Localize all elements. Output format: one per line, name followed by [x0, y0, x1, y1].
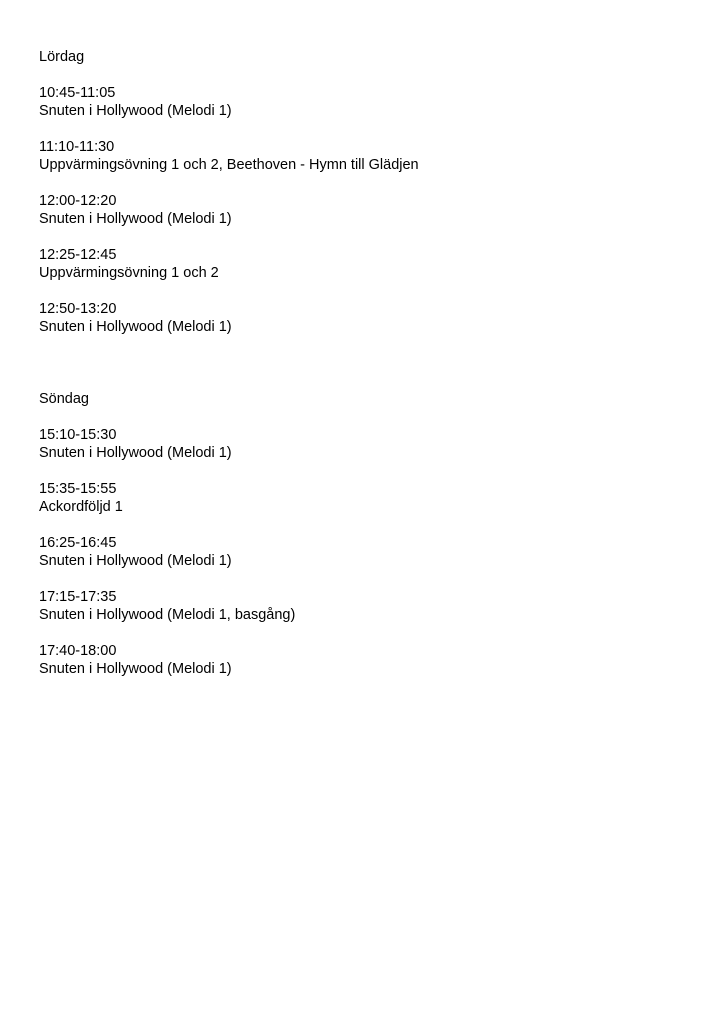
session-time: 15:35-15:55 [39, 481, 117, 497]
session-item [39, 192, 679, 228]
day-spacer [39, 354, 679, 390]
session-title: Snuten i Hollywood (Melodi 1) [39, 211, 232, 227]
session-item [39, 138, 679, 174]
session-time: 10:45-11:05 [39, 85, 116, 101]
session-time: 11:10-11:30 [39, 139, 115, 155]
session-title: Ackordföljd 1 [39, 499, 123, 515]
session-item [39, 300, 679, 336]
session-title: Snuten i Hollywood (Melodi 1) [39, 319, 232, 335]
session-title: Uppvärmingsövning 1 och 2 [39, 265, 219, 281]
session-item [39, 426, 679, 462]
session-title: Snuten i Hollywood (Melodi 1) [39, 553, 232, 569]
session-item [39, 642, 679, 678]
session-item [39, 534, 679, 570]
day-heading: Söndag [39, 391, 89, 407]
day-heading: Lördag [39, 49, 85, 65]
session-title: Snuten i Hollywood (Melodi 1) [39, 103, 232, 119]
session-title: Snuten i Hollywood (Melodi 1) [39, 661, 232, 677]
session-time: 17:15-17:35 [39, 589, 117, 605]
session-title: Uppvärmingsövning 1 och 2, Beethoven - Hymn till Glädjen [39, 157, 419, 173]
session-time: 12:00-12:20 [39, 193, 117, 209]
session-time: 12:25-12:45 [39, 247, 117, 263]
session-time: 17:40-18:00 [39, 643, 117, 659]
session-item [39, 480, 679, 516]
schedule-document [39, 48, 679, 696]
session-item [39, 588, 679, 624]
session-item [39, 84, 679, 120]
session-item [39, 246, 679, 282]
session-time: 16:25-16:45 [39, 535, 117, 551]
day-sunday [39, 390, 679, 678]
session-title: Snuten i Hollywood (Melodi 1) [39, 445, 232, 461]
session-time: 12:50-13:20 [39, 301, 117, 317]
session-time: 15:10-15:30 [39, 427, 117, 443]
day-saturday [39, 48, 679, 336]
session-title: Snuten i Hollywood (Melodi 1, basgång) [39, 607, 296, 623]
